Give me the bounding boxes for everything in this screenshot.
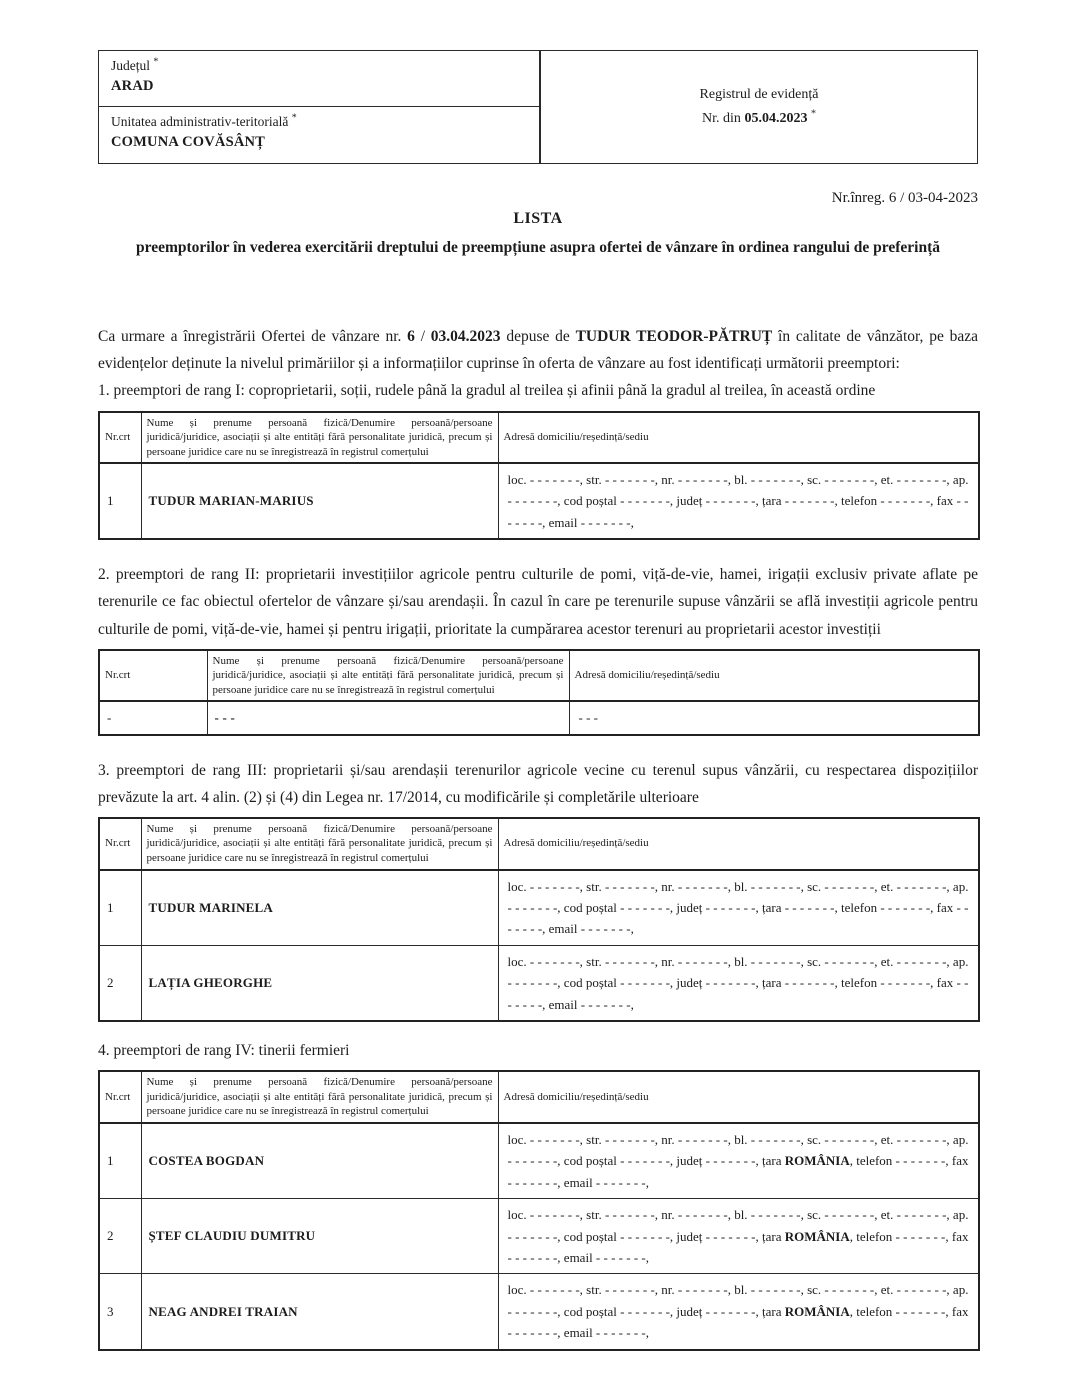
table-row [99,945,979,1021]
intro-paragraph [98,323,978,377]
address-cell [498,945,979,1021]
header-nr-crt: Nr.crt [99,1071,141,1123]
asterisk: * [153,56,159,68]
address-text: loc. - - - - - - -, str. - - - - - - -, nr. - - - - - - -, bl. - - - - - - -, sc. - - - - - - -, et. - - - - - - -, ap. - - - - - - -, cod poștal - - - - - - -, județ - - - - - - -, țara - - - - - - -, telefon - - - - - - -, fax - - - - - - -, email - - - - - - -, [507,878,969,937]
table-header-row [99,650,979,702]
header-address: Adresă domiciliu/reședință/sediu [498,412,979,464]
registry-date: 05.04.2023 [744,110,808,126]
header-address: Adresă domiciliu/reședință/sediu [569,650,979,702]
table-header-row [99,818,979,870]
header-name: Nume și prenume persoană fizică/Denumire persoană/persoane juridică/juridice, asociații și alte entități fără personalitate juridică, precum și persoane juridice care nu se înregistrează în registrul comerțului [207,650,569,702]
row-number: 3 [99,1274,141,1350]
header-address: Adresă domiciliu/reședință/sediu [498,1071,979,1123]
address-text: , telefon - - - - - - -, fax - - - - - - -, email - - - - - - -, [507,1303,969,1341]
address-text: loc. - - - - - - -, str. - - - - - - -, nr. - - - - - - -, bl. - - - - - - -, sc. - - - - - - -, et. - - - - - - -, ap. - - - - - - -, cod poștal - - - - - - -, județ - - - - - - -, țara - - - - - - -, telefon - - - - - - -, fax - - - - - - -, email - - - - - - -, [507,953,969,1012]
header-address: Adresă domiciliu/reședință/sediu [498,818,979,870]
document-content [98,50,978,1351]
header-name: Nume și prenume persoană fizică/Denumire persoană/persoane juridică/juridice, asociații și alte entități fără personalitate juridică, precum și persoane juridice care nu se înregistrează în registrul comerțului [141,412,498,464]
preemptor-name: TUDUR MARIAN-MARIUS [141,463,498,539]
registry-title: Registrul de evidență [699,87,819,103]
judet-box [98,50,540,107]
uat-label [111,112,527,132]
registry-number-line [702,109,816,129]
uat-label-text: Unitatea administrativ-teritorială [111,114,289,129]
table-row [99,463,979,539]
address-text: loc. - - - - - - -, str. - - - - - - -, nr. - - - - - - -, bl. - - - - - - -, sc. - - - - - - -, et. - - - - - - -, ap. - - - - - - -, cod poștal - - - - - - -, județ - - - - - - -, țara [507,1207,969,1244]
preemptor-name: - - - [207,701,569,734]
row-number: 2 [99,945,141,1021]
asterisk: * [810,107,816,119]
section-2-label: 2. preemptori de rang II: proprietarii investițiilor agricole pentru culturile de pomi, viță-de-vie, hamei, irigații exclusiv private aflate pe terenurile ce fac obiectul ofertelor de vânzare și/sau arendașii. În cazul în care pe terenurile supuse vânzării se află investiții agricole pentru culturile de pomi, viță-de-vie, hamei și pentru irigații, prioritate la cumpărarea acestor terenuri au proprietarii acestor investiții [98,566,978,638]
row-number: - [99,701,207,734]
uat-box [98,106,540,164]
table-row [99,1274,979,1350]
table-header-row [99,1071,979,1123]
address-cell [498,870,979,946]
document-title: LISTA [513,210,563,227]
address-cell [498,1199,979,1274]
address-cell [498,1274,979,1350]
intro-text: în calitate de vânzător, pe baza evidențelor deținute la nivelul primăriilor și a informațiilor cuprinse în oferta de vânzare au fost identificați următorii preemptori: [98,328,978,373]
address-text: loc. - - - - - - -, str. - - - - - - -, nr. - - - - - - -, bl. - - - - - - -, sc. - - - - - - -, et. - - - - - - -, ap. - - - - - - -, cod poștal - - - - - - -, județ - - - - - - -, țara - - - - - - -, telefon - - - - - - -, fax - - - - - - -, email - - - - - - -, [507,472,969,530]
document-subtitle: preemptorilor în vederea exercitării dreptului de preempțiune asupra ofertei de vânzare în ordinea rangului de preferință [135,239,941,256]
judet-label-text: Județul [111,58,150,73]
address-text: - - - [578,710,598,726]
uat-value: COMUNA COVĂSÂNȚ [111,133,266,150]
table-row [99,1199,979,1274]
rank-2-table [98,649,980,736]
preemptor-name: NEAG ANDREI TRAIAN [141,1274,498,1350]
judet-value: ARAD [111,77,154,94]
registry-nr-label: Nr. din [702,110,745,126]
judet-label [111,56,527,76]
intro-text: Ca urmare a înregistrării Ofertei de vânzare nr. [98,328,408,346]
row-number: 2 [99,1199,141,1274]
preemptor-name: TUDUR MARINELA [141,870,498,946]
registry-box [540,50,978,164]
rank-4-table [98,1070,980,1350]
address-country: ROMÂNIA [784,1153,850,1169]
offer-date: 03.04.2023 [430,328,501,346]
header-boxes [98,50,978,164]
section-3-label: 3. preemptori de rang III: proprietarii și/sau arendașii terenurilor agricole vecine cu terenul supus vânzării, cu respectarea dispozițiilor prevăzute la art. 4 alin. (2) și (4) din Legea nr. 17/2014, cu modificările și completările ulterioare [98,761,978,806]
table-header-row [99,412,979,464]
table-row [99,1123,979,1199]
intro-text: / [414,328,431,346]
row-number: 1 [99,870,141,946]
header-name: Nume și prenume persoană fizică/Denumire persoană/persoane juridică/juridice, asociații și alte entități fără personalitate juridică, precum și persoane juridice care nu se înregistrează în registrul comerțului [141,1071,498,1123]
table-row [99,870,979,946]
seller-name: TUDUR TEODOR-PĂTRUȚ [575,328,773,346]
address-cell [569,701,979,734]
table-row [99,701,979,734]
section-4-label: 4. preemptori de rang IV: tinerii fermieri [98,1042,350,1060]
address-cell [498,463,979,539]
address-text: loc. - - - - - - -, str. - - - - - - -, nr. - - - - - - -, bl. - - - - - - -, sc. - - - - - - -, et. - - - - - - -, ap. - - - - - - -, cod poștal - - - - - - -, județ - - - - - - -, țara [507,1282,969,1319]
rank-3-table [98,817,980,1022]
registration-number-line: Nr.înreg. 6 / 03-04-2023 [831,190,978,206]
header-nr-crt: Nr.crt [99,412,141,464]
asterisk: * [291,112,297,124]
rank-1-table [98,411,980,541]
address-text: loc. - - - - - - -, str. - - - - - - -, nr. - - - - - - -, bl. - - - - - - -, sc. - - - - - - -, et. - - - - - - -, ap. - - - - - - -, cod poștal - - - - - - -, județ - - - - - - -, țara [507,1131,969,1169]
preemptor-name: COSTEA BOGDAN [141,1123,498,1199]
row-number: 1 [99,463,141,539]
header-name: Nume și prenume persoană fizică/Denumire persoană/persoane juridică/juridice, asociații și alte entități fără personalitate juridică, precum și persoane juridice care nu se înregistrează în registrul comerțului [141,818,498,870]
row-number: 1 [99,1123,141,1199]
header-nr-crt: Nr.crt [99,818,141,870]
address-country: ROMÂNIA [784,1303,850,1319]
address-cell [498,1123,979,1199]
intro-text: depuse de [500,328,576,346]
address-text: , telefon - - - - - - -, fax - - - - - - -, email - - - - - - -, [507,1153,969,1190]
preemptor-name: ȘTEF CLAUDIU DUMITRU [141,1199,498,1274]
section-1-label: 1. preemptori de rang I: coproprietarii, soții, rudele până la gradul al treilea și afinii până la gradul al treilea, în această ordine [98,382,876,400]
offer-number: 6 [407,328,415,346]
address-text: , telefon - - - - - - -, fax - - - - - - -, email - - - - - - -, [507,1228,969,1265]
address-country: ROMÂNIA [784,1228,850,1244]
preemptor-name: LAȚIA GHEORGHE [141,945,498,1021]
header-nr-crt: Nr.crt [99,650,207,702]
